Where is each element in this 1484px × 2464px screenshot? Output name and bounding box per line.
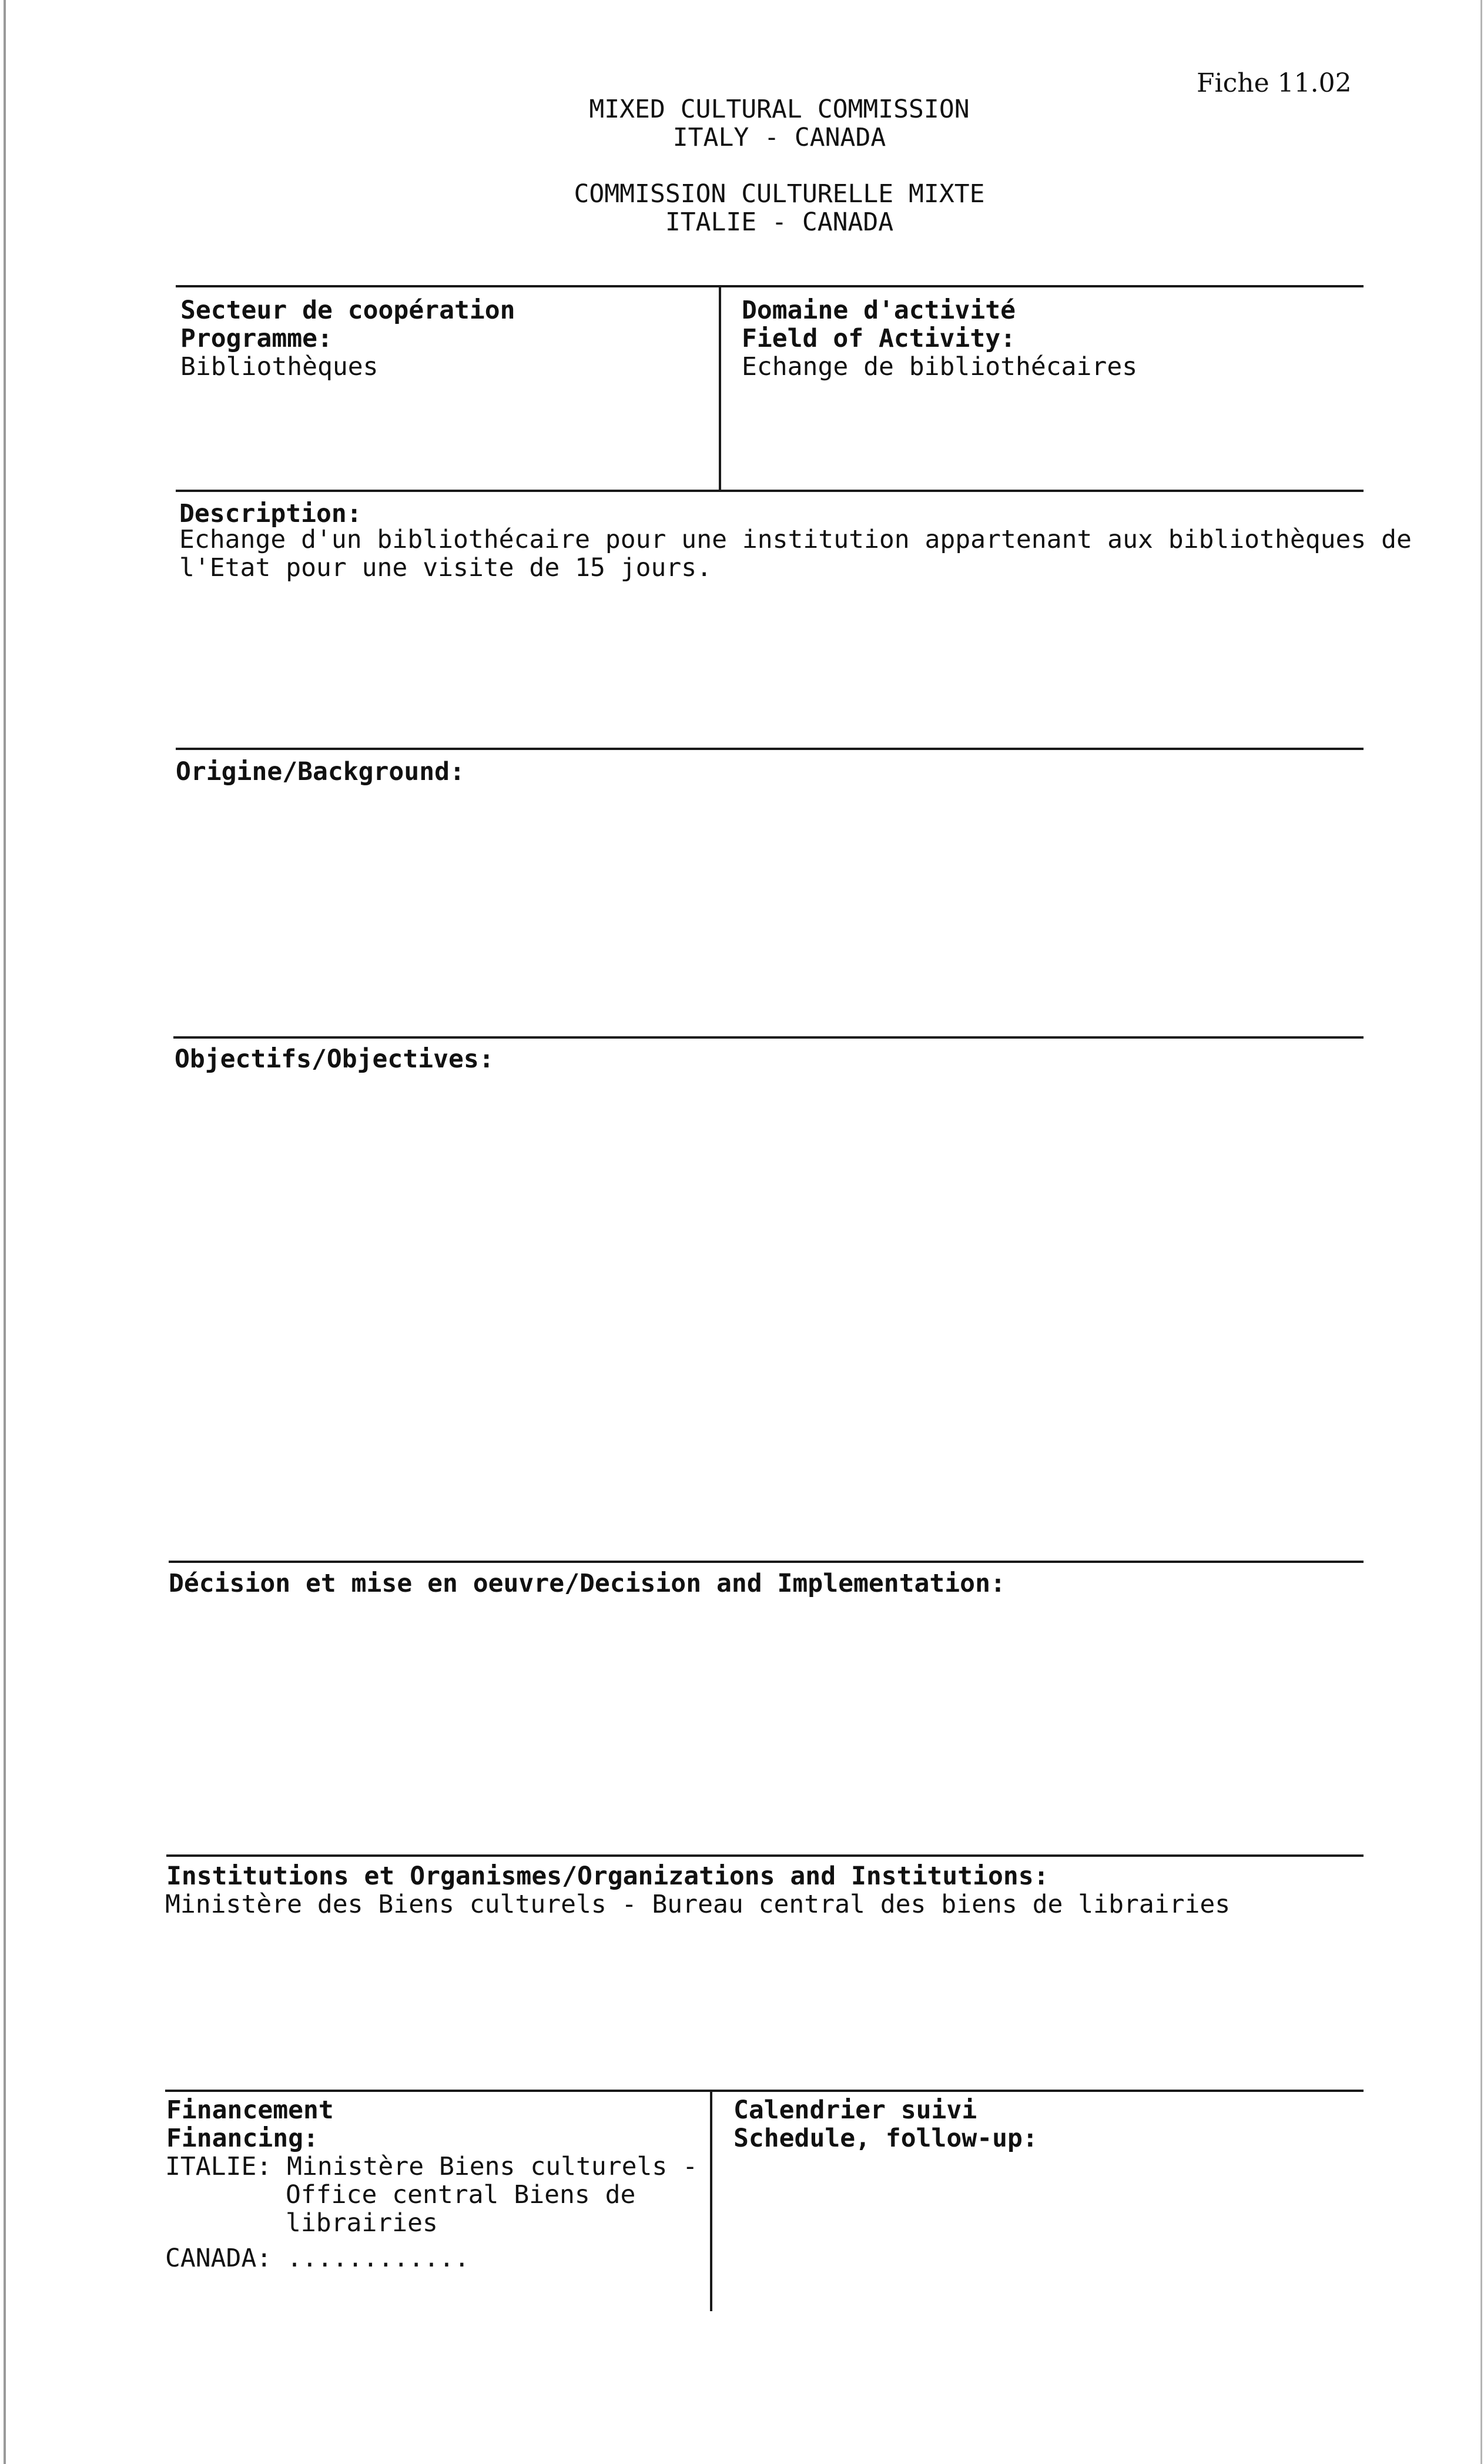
rule-objectives: [173, 1036, 1364, 1039]
financing-canada-line: CANADA: ............: [165, 2244, 470, 2273]
schedule-label: Calendrier suivi: [733, 2095, 977, 2125]
header-countries-fr: ITALIE - CANADA: [665, 207, 894, 237]
financing-italy-line-2: Office central Biens de: [286, 2180, 636, 2209]
rule-institutions: [166, 1854, 1364, 1857]
financing-italy-line-1: ITALIE: Ministère Biens culturels -: [165, 2152, 698, 2181]
header-title-fr: COMMISSION CULTURELLE MIXTE: [574, 179, 985, 209]
rule-decision: [169, 1561, 1364, 1563]
description-line-2: l'Etat pour une visite de 15 jours.: [179, 553, 712, 582]
programme-label: Programme:: [180, 324, 333, 353]
institutions-value: Ministère des Biens culturels - Bureau central des biens de librairies: [165, 1890, 1231, 1919]
page-right-edge: [1480, 0, 1482, 2464]
field-of-activity-label: Field of Activity:: [742, 324, 1016, 353]
page-left-edge: [4, 0, 6, 2464]
institutions-label: Institutions et Organismes/Organizations and Institutions:: [166, 1862, 1049, 1891]
sector-domain-divider: [719, 285, 721, 492]
financing-schedule-divider: [710, 2090, 712, 2311]
rule-background: [176, 748, 1364, 750]
sector-label: Secteur de coopération: [180, 296, 515, 325]
fiche-number: Fiche 11.02: [1197, 68, 1352, 98]
header-countries-en: ITALY - CANADA: [672, 123, 886, 152]
background-label: Origine/Background:: [176, 757, 465, 786]
rule-top: [176, 285, 1364, 287]
objectives-label: Objectifs/Objectives:: [175, 1044, 494, 1074]
description-line-1: Echange d'un bibliothécaire pour une institution appartenant aux bibliothèques de: [179, 525, 1412, 554]
header-title-en: MIXED CULTURAL COMMISSION: [589, 95, 970, 124]
financing-label: Financement: [166, 2095, 334, 2125]
programme-value: Bibliothèques: [180, 352, 378, 381]
domain-label: Domaine d'activité: [742, 296, 1016, 325]
rule-description: [176, 490, 1364, 492]
field-of-activity-value: Echange de bibliothécaires: [742, 352, 1138, 381]
decision-label: Décision et mise en oeuvre/Decision and Implementation:: [169, 1569, 1006, 1598]
rule-financing: [165, 2090, 1364, 2092]
financing-label-en: Financing:: [166, 2124, 319, 2153]
description-label: Description:: [179, 499, 362, 528]
financing-italy-line-3: librairies: [286, 2208, 438, 2238]
schedule-label-en: Schedule, follow-up:: [733, 2124, 1038, 2153]
